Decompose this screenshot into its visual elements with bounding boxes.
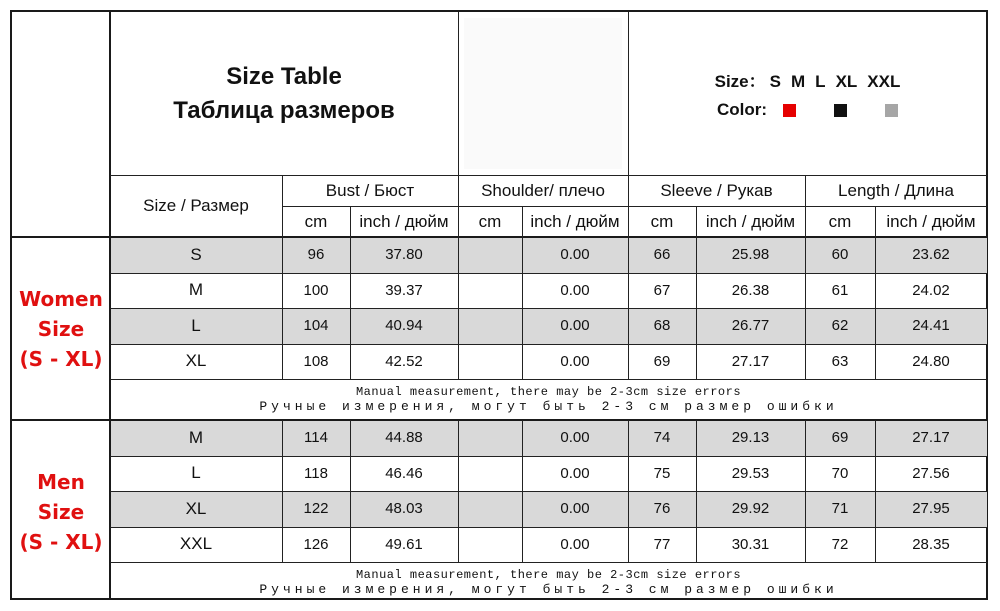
title-ru: Таблица размеров	[173, 96, 395, 124]
bust-in-cell: 49.61	[385, 535, 423, 553]
sleeve-cm-header: cm	[650, 211, 674, 231]
shoulder-in-cell: 0.00	[560, 464, 590, 482]
sleeve-in-cell: 26.38	[731, 281, 770, 299]
length-in-cell: 24.80	[912, 352, 950, 370]
grid-line	[110, 379, 987, 380]
grid-line	[12, 236, 987, 238]
bust-cm-cell: 100	[303, 281, 329, 299]
available-sizes	[715, 67, 901, 92]
length-cm-cell: 63	[831, 352, 849, 370]
grid-line	[110, 175, 987, 176]
length-cm-cell: 71	[831, 500, 849, 518]
sleeve-in-cell: 30.31	[731, 535, 770, 553]
sizes-label: Size：	[714, 72, 766, 91]
group-label	[12, 237, 110, 420]
length-in-cell: 27.17	[912, 429, 950, 447]
sleeve-in-cell: 25.98	[731, 246, 770, 264]
group-label-line: Size	[37, 316, 85, 341]
length-cm-cell: 70	[831, 464, 849, 482]
grid-line	[109, 12, 111, 598]
grid-line	[875, 206, 876, 379]
size-cell: XL	[185, 351, 207, 371]
length-in-cell: 28.35	[912, 535, 950, 553]
size-cell: L	[191, 463, 201, 483]
shoulder-cm-cell	[458, 308, 522, 344]
grid-line	[282, 206, 987, 207]
sleeve-cm-cell: 69	[653, 352, 671, 370]
sleeve-cm-cell: 67	[653, 281, 671, 299]
size-cell: M	[188, 427, 204, 447]
grid-line	[12, 419, 987, 421]
length-cm-cell: 72	[831, 535, 849, 553]
sleeve-in-cell: 29.53	[731, 464, 770, 482]
length-in-cell: 27.95	[912, 500, 950, 518]
sleeve-cm-cell: 66	[653, 246, 671, 264]
grid-line	[458, 12, 459, 175]
length-in-cell: 24.02	[912, 281, 950, 299]
size-column-header: Size / Размер	[143, 196, 249, 215]
bust-in-cell: 39.37	[385, 281, 423, 299]
title-block	[110, 12, 458, 175]
length-cm-cell: 60	[831, 246, 849, 264]
size-option: M	[791, 72, 806, 91]
length-cm-header: cm	[828, 211, 852, 231]
shoulder-cm-cell	[458, 344, 522, 380]
bust-in-cell: 44.88	[385, 429, 423, 447]
bust-column-header: Bust / Бюст	[325, 180, 415, 200]
sleeve-cm-cell: 77	[653, 535, 671, 553]
size-option: XL	[835, 72, 858, 91]
bust-cm-header: cm	[304, 211, 328, 231]
size-option: S	[769, 72, 781, 91]
measurement-note	[110, 379, 987, 420]
grid-line	[110, 491, 987, 492]
bust-in-cell: 46.46	[385, 464, 423, 482]
sleeve-in-cell: 29.92	[731, 500, 770, 518]
sleeve-in-cell: 27.17	[731, 352, 770, 370]
sleeve-in-cell: 29.13	[731, 429, 770, 447]
shoulder-in-cell: 0.00	[560, 281, 590, 299]
group-label-line: Women	[19, 286, 103, 311]
sleeve-cm-cell: 68	[653, 317, 671, 335]
bust-cm-cell: 96	[307, 246, 325, 264]
grid-line	[110, 456, 987, 457]
sleeve-cm-cell: 76	[653, 500, 671, 518]
sleeve-inch-header: inch / дюйм	[705, 211, 796, 231]
shoulder-cm-cell	[458, 237, 522, 273]
grid-line	[110, 308, 987, 309]
shoulder-in-cell: 0.00	[560, 535, 590, 553]
bust-in-cell: 37.80	[385, 246, 423, 264]
group-label-line: (S - XL)	[19, 529, 103, 554]
shoulder-inch-header: inch / дюйм	[530, 211, 620, 231]
length-in-cell: 27.56	[912, 464, 950, 482]
grid-line	[110, 562, 987, 563]
grid-line	[110, 527, 987, 528]
color-swatch-red	[783, 104, 796, 117]
sleeve-in-cell: 26.77	[731, 317, 770, 335]
shoulder-cm-cell	[458, 456, 522, 492]
color-label: Color:	[716, 100, 768, 119]
grid-line	[282, 175, 283, 379]
length-cm-cell: 62	[831, 317, 849, 335]
grid-line	[805, 175, 806, 379]
length-column-header: Length / Длина	[838, 180, 954, 200]
shoulder-cm-cell	[458, 420, 522, 456]
grid-line	[522, 206, 523, 379]
group-label-line: Size	[37, 499, 85, 524]
bust-cm-cell: 118	[304, 464, 328, 482]
note-ru: Ручные измерения, могут быть 2-3 см размер ошибки	[259, 399, 838, 414]
bust-cm-cell: 114	[304, 429, 328, 447]
group-label-line: (S - XL)	[19, 346, 103, 371]
grid-line	[628, 175, 629, 379]
grid-line	[110, 344, 987, 345]
group-label	[12, 420, 110, 603]
size-color-info	[628, 12, 987, 175]
note-en: Manual measurement, there may be 2-3cm size errors	[355, 568, 742, 582]
shoulder-cm-header: cm	[478, 211, 502, 231]
shoulder-in-cell: 0.00	[560, 317, 590, 335]
grid-line	[628, 12, 629, 175]
bust-in-cell: 40.94	[385, 317, 423, 335]
size-cell: XL	[185, 498, 207, 518]
size-option: L	[815, 72, 826, 91]
length-cm-cell: 69	[831, 429, 849, 447]
length-in-cell: 23.62	[912, 246, 950, 264]
length-in-cell: 24.41	[912, 317, 950, 335]
shoulder-cm-cell	[458, 273, 522, 309]
length-cm-cell: 61	[831, 281, 849, 299]
grid-line	[350, 206, 351, 379]
bust-in-cell: 48.03	[385, 500, 423, 518]
bust-cm-cell: 108	[303, 352, 329, 370]
group-label-line: Men	[37, 469, 85, 494]
shoulder-column-header: Shoulder/ плечо	[481, 180, 605, 200]
shoulder-in-cell: 0.00	[560, 500, 590, 518]
bust-inch-header: inch / дюйм	[359, 211, 449, 231]
size-cell: M	[188, 280, 204, 300]
shoulder-in-cell: 0.00	[560, 352, 590, 370]
grid-line	[696, 206, 697, 379]
bust-cm-cell: 126	[303, 535, 329, 553]
size-cell: L	[191, 315, 201, 335]
size-cell: XXL	[179, 534, 213, 554]
shoulder-cm-cell	[458, 527, 522, 563]
size-option: XXL	[867, 72, 901, 91]
grid-line	[458, 175, 459, 379]
shoulder-cm-cell	[458, 491, 522, 527]
size-cell: S	[190, 244, 202, 264]
title-en: Size Table	[226, 62, 342, 90]
bust-cm-cell: 104	[303, 317, 329, 335]
grid-line	[110, 273, 987, 274]
available-colors	[717, 100, 898, 120]
sleeve-column-header: Sleeve / Рукав	[660, 180, 773, 200]
note-ru: Ручные измерения, могут быть 2-3 см размер ошибки	[259, 582, 838, 597]
length-inch-header: inch / дюйм	[886, 211, 976, 231]
shoulder-in-cell: 0.00	[560, 429, 590, 447]
sleeve-cm-cell: 74	[653, 429, 671, 447]
color-swatch-gray	[885, 104, 898, 117]
bust-in-cell: 42.52	[385, 352, 423, 370]
sleeve-cm-cell: 75	[653, 464, 671, 482]
shoulder-in-cell: 0.00	[560, 246, 590, 264]
color-swatch-black	[834, 104, 847, 117]
product-image-placeholder	[464, 18, 622, 169]
note-en: Manual measurement, there may be 2-3cm size errors	[355, 385, 742, 399]
measurement-note	[110, 562, 987, 603]
bust-cm-cell: 122	[303, 500, 329, 518]
